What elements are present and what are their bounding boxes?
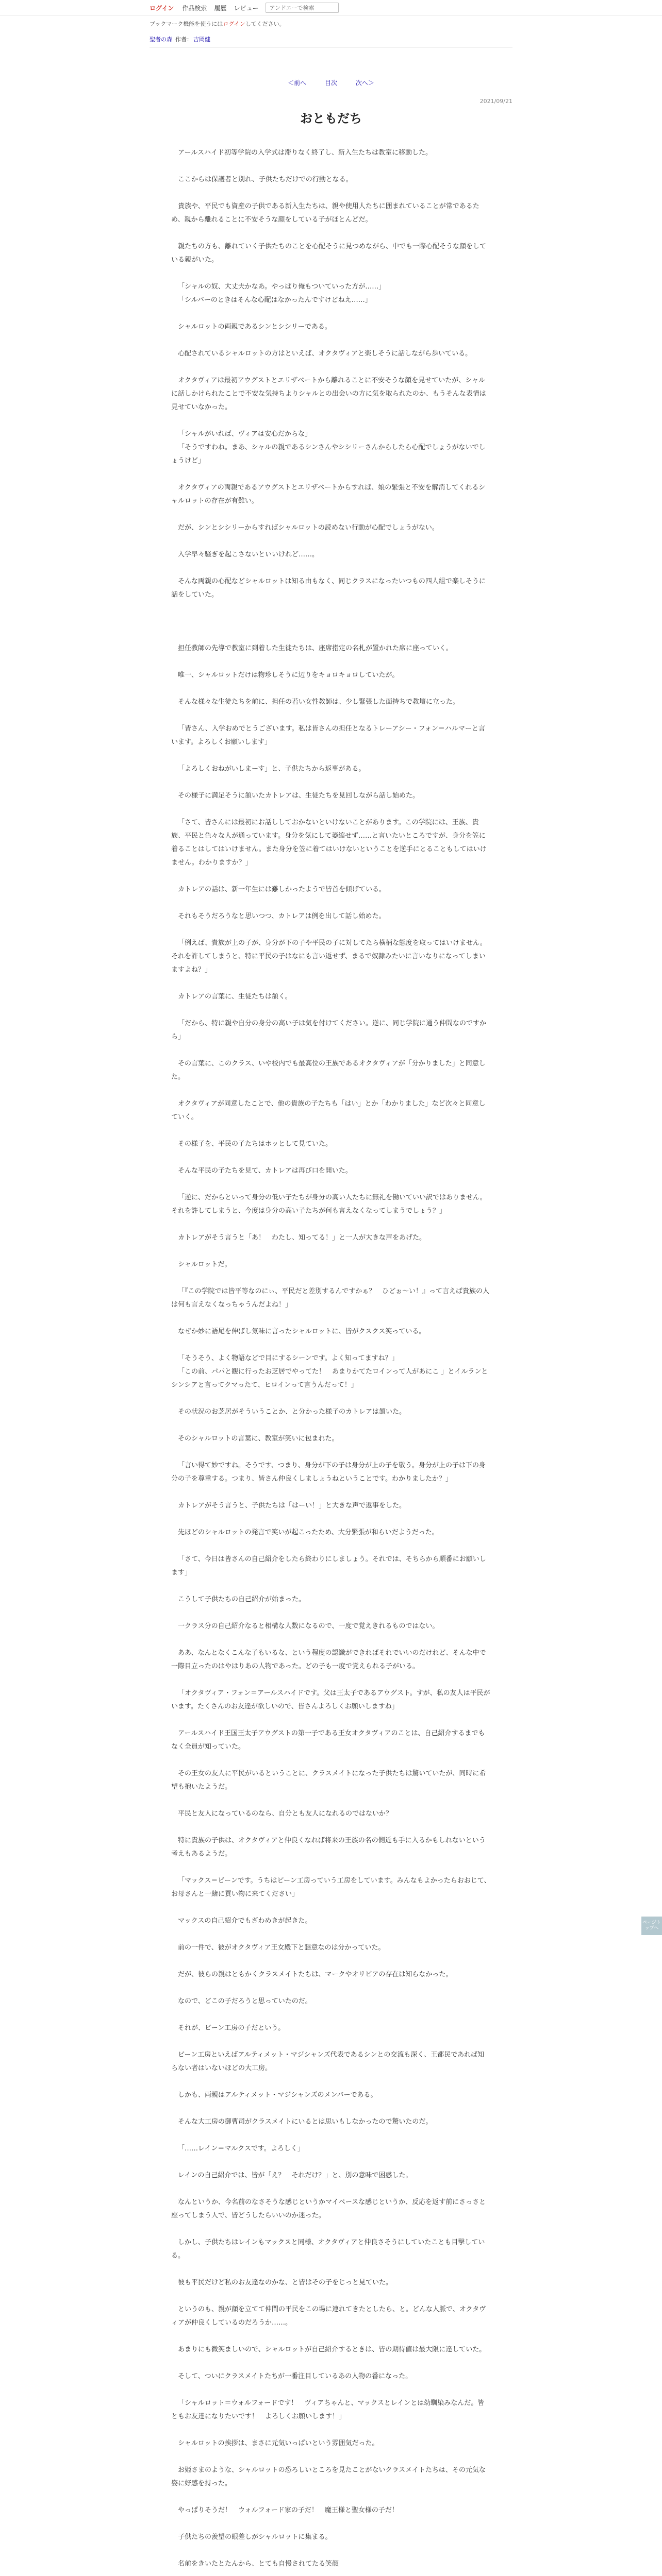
- body-paragraph: やっぱりそうだ！ ウォルフォード家の子だ！ 魔王様と聖女様の子だ！: [178, 2506, 399, 2514]
- body-paragraph: 「シャルロット＝ウォルフォードです！ ヴィアちゃんと、マックスとレインとは幼馴染みなんだ。皆ともお友達になりたいです！ よろしくお願いします！」: [171, 2399, 485, 2420]
- next-episode-link[interactable]: 次へ＞: [355, 79, 374, 87]
- body-paragraph: [171, 2223, 491, 2236]
- body-paragraph: そんな様々な生徒たちを前に、担任の若い女性教師は、少し緊張した面持ちで教壇に立った。: [178, 698, 459, 706]
- body-paragraph: [171, 468, 491, 481]
- site-header: [0, 0, 662, 16]
- body-paragraph: 「よろしくおねがいしまーす」と、子供たちから返事がある。: [178, 765, 366, 773]
- body-paragraph: [171, 1714, 491, 1727]
- body-paragraph: シャルロットの挨拶は、まさに元気いっぱいという雰囲気だった。: [178, 2439, 379, 2447]
- body-paragraph: [171, 602, 491, 615]
- body-paragraph: [171, 1673, 491, 1687]
- body-paragraph: [171, 2102, 491, 2115]
- body-paragraph: [171, 2383, 491, 2397]
- body-paragraph: シャルロットだ。: [178, 1261, 231, 1268]
- body-paragraph: [171, 1754, 491, 1767]
- body-paragraph: そして、ついにクラスメイトたちが一番注目しているあの人物の番になった。: [178, 2372, 412, 2380]
- body-paragraph: カトレアの話は、新一年生には難しかったようで皆首を傾げている。: [178, 886, 386, 893]
- body-paragraph: カトレアがそう言うと「あ！ わたし、知ってる！」と一人が大きな声をあげた。: [178, 1234, 426, 1242]
- body-paragraph: [171, 615, 491, 629]
- body-paragraph: なので、どこの子だろうと思っていたのだ。: [178, 1997, 312, 2005]
- search-input[interactable]: [266, 3, 339, 13]
- body-paragraph: [171, 535, 491, 548]
- body-paragraph: 「そうですわね。まあ、シャルの親であるシンさんやシシリーさんからしたら心配でしょうがないでしょうけど」: [171, 444, 486, 465]
- body-paragraph: 先ほどのシャルロットの発言で笑いが起こったため、大分緊張が和らいだようだった。: [178, 1529, 439, 1536]
- body-paragraph: [171, 2357, 491, 2370]
- body-paragraph: 「例えば、貴族が上の子が、身分が下の子や平民の子に対してたら横柄な態度を取ってはいけません。それを許してしまうと、特に平民の子はなにも言い返せず、まるで奴隷みたいに言いなりになってしまいますよね？」: [171, 939, 487, 974]
- body-paragraph: ここからは保護者と別れ、子供たちだけでの行動となる。: [178, 176, 353, 183]
- body-paragraph: [171, 1580, 491, 1593]
- body-paragraph: だが、シンとシシリーからすればシャルロットの読めない行動が心配でしょうがない。: [178, 524, 439, 532]
- bookmark-notice: [150, 20, 285, 28]
- body-paragraph: [171, 2330, 491, 2343]
- body-paragraph: だが、彼らの親はともかくクラスメイトたちは、マークやオリビアの存在は知らなかった。: [178, 1971, 453, 1978]
- body-paragraph: [171, 1178, 491, 1191]
- body-paragraph: [171, 1633, 491, 1647]
- body-paragraph: [171, 1821, 491, 1834]
- body-paragraph: その様子に満足そうに頷いたカトレアは、生徒たちを見回しながら話し始めた。: [178, 792, 420, 800]
- body-paragraph: [171, 1004, 491, 1017]
- body-paragraph: シャルロットの両親であるシンとシシリーである。: [178, 323, 332, 331]
- body-paragraph: カトレアがそう言うと、子供たちは「はーい！」と大きな声で返事をした。: [178, 1502, 406, 1510]
- body-paragraph: 担任教師の先導で教室に到着した生徒たちは、座席指定の名札が置かれた席に座っていく。: [178, 645, 453, 652]
- body-paragraph: [171, 709, 491, 722]
- body-paragraph: というのも、親が顔を立てて仲間の平民をこの場に連れてきたとしたら、と。どんな人脈で、オクタヴィアが仲良くしているのだろうか……。: [171, 2306, 486, 2327]
- body-paragraph: [171, 2450, 491, 2464]
- body-paragraph: [171, 2571, 491, 2576]
- body-paragraph: 「だから、特に親や自分の身分の高い子は気を付けてください。逆に、同じ学院に通う仲間なのですから」: [171, 1020, 487, 1041]
- body-paragraph: [171, 1272, 491, 1285]
- body-paragraph: カトレアの言葉に、生徒たちは頷く。: [178, 993, 292, 1001]
- body-paragraph: [171, 2290, 491, 2303]
- body-paragraph: [171, 2544, 491, 2557]
- body-paragraph: [171, 1981, 491, 1995]
- body-paragraph: [171, 508, 491, 521]
- body-paragraph: [171, 562, 491, 575]
- body-paragraph: オクタヴィアが同意したことで、他の貴族の子たちも「はい」とか「わかりました」など次々と同意していく。: [171, 1100, 486, 1121]
- body-paragraph: 「皆さん、入学おめでとうございます。私は皆さんの担任となるトレーアシー・フォン＝ハルマーと言います。よろしくお願いします」: [171, 725, 485, 746]
- body-paragraph: [171, 923, 491, 937]
- body-paragraph: 「シャルがいれば、ヴィアは安心だからな」: [178, 430, 311, 438]
- body-paragraph: マックスの自己紹介でもざわめきが起きた。: [178, 1917, 312, 1925]
- body-paragraph: [171, 1245, 491, 1258]
- body-paragraph: 特に貴族の子供は、オクタヴィアと仲良くなれば将来の王族の名の側近も手に入るかもしれないという考えもあるようだ。: [171, 1837, 486, 1858]
- body-paragraph: 貴族や、平民でも資産の子供である新入生たちは、親や使用人たちに囲まれていることが常であるため、親から離れることに不安そうな顔をしている子がほとんどだ。: [171, 202, 479, 224]
- body-paragraph: [171, 682, 491, 696]
- header-inner: [150, 0, 339, 15]
- body-paragraph: しかし、子供たちはレインもマックスと同様、オクタヴィアと仲良さそうにしていたことも目撃している。: [171, 2239, 485, 2260]
- body-paragraph: [171, 2008, 491, 2022]
- body-paragraph: [171, 1539, 491, 1553]
- body-paragraph: [171, 2263, 491, 2276]
- notice-login-link[interactable]: ログイン: [223, 21, 245, 27]
- body-paragraph: [171, 307, 491, 320]
- body-paragraph: [171, 361, 491, 374]
- body-paragraph: 親たちの方も、離れていく子供たちのことを心配そうに見つめながら、中でも一際心配そうな顔をしている親がいた。: [171, 243, 487, 264]
- body-paragraph: アールスハイド初等学院の入学式は滞りなく終了し、新入生たちは教室に移動した。: [178, 149, 432, 157]
- body-paragraph: それもそうだろうなと思いつつ、カトレアは例を出して話し始めた。: [178, 912, 386, 920]
- body-paragraph: [171, 2424, 491, 2437]
- chapter-title: おともだち: [300, 111, 362, 126]
- body-paragraph: お姫さまのような、シャルロットの恐ろしいところを見たことがないクラスメイトたちは、その元気な姿に好感を持った。: [171, 2466, 486, 2487]
- body-paragraph: その王女の友人に平民がいるということに、クラスメイトになった子供たちは驚いていたが、同時に希望も抱いたようだ。: [171, 1770, 486, 1791]
- nav-history[interactable]: 履歴: [214, 4, 227, 12]
- body-paragraph: そんな両親の心配などシャルロットは知る由もなく、同じクラスになったいつもの四人組で楽しそうに話をしていた。: [171, 578, 486, 599]
- body-paragraph: [171, 1955, 491, 1968]
- body-paragraph: オクタヴィアの両親であるアウグストとエリザベートからすれば、娘の緊張と不安を解消してくれるシャルロットの存在が有難い。: [171, 484, 486, 505]
- body-paragraph: ああ、なんとなくこんな子もいるな、という程度の認識ができればそれでいいのだけれど、そんな中で一際目立ったのはやはりあの人物であった。どの子も一度で覚えられる子がいる。: [171, 1649, 486, 1670]
- body-paragraph: [171, 776, 491, 789]
- body-paragraph: [171, 1338, 491, 1352]
- body-paragraph: [171, 1419, 491, 1432]
- body-paragraph: [171, 187, 491, 200]
- body-paragraph: [171, 1861, 491, 1874]
- body-paragraph: ビーン工房といえばアルティメット・マジシャンズ代表であるシンとの交流も深く、王都民であれば知らない者はいないほどの大工房。: [171, 2051, 485, 2072]
- body-paragraph: [171, 267, 491, 280]
- body-paragraph: 「逆に、だからといって身分の低い子たちが身分の高い人たちに無礼を働いていい訳ではありません。それを許してしまうと、今度は身分の高い子たちが何も言えなくなってしまうでしょう？」: [171, 1194, 487, 1215]
- body-paragraph: オクタヴィアは最初アウグストとエリザベートから離れることに不安そうな顔を見せていたが、シャルに話しかけられたことで不安な気持ちよりシャルとの出会いの方に気を取られたのか、もうそんな表情は見せていなかった。: [171, 377, 486, 411]
- body-paragraph: [171, 1486, 491, 1499]
- body-paragraph: [171, 1151, 491, 1164]
- body-paragraph: [171, 2035, 491, 2048]
- nav-search[interactable]: 作品検索: [182, 4, 207, 12]
- body-paragraph: [171, 1124, 491, 1138]
- body-paragraph: 「シャルの奴、大丈夫かなあ。やっぱり俺もついていった方が……」: [178, 283, 386, 291]
- body-paragraph: あまりにも微笑ましいので、シャルロットが自己紹介するときは、皆の期待値は最大限に達していた。: [178, 2346, 486, 2353]
- body-paragraph: [171, 1084, 491, 1097]
- body-paragraph: 唯一、シャルロットだけは物珍しそうに辺りをキョロキョロしていたが。: [178, 671, 399, 679]
- body-paragraph: そのシャルロットの言葉に、教室が笑いに包まれた。: [178, 1435, 339, 1443]
- divider: [150, 47, 512, 48]
- body-paragraph: それが、ビーン工房の子だという。: [178, 2024, 285, 2032]
- body-paragraph: [171, 803, 491, 816]
- body-paragraph: [171, 749, 491, 762]
- body-paragraph: 「言い得て妙ですね。そうです、つまり、身分が下の子は身分が上の子を敬う。身分が上の子は下の身分の子を尊重する。つまり、皆さん仲良くしましょうねということです。わかりましたか？」: [171, 1462, 486, 1483]
- body-paragraph: [171, 334, 491, 347]
- toc-link[interactable]: 目次: [324, 79, 337, 87]
- nav-review[interactable]: レビュー: [234, 4, 259, 12]
- body-paragraph: [171, 1901, 491, 1914]
- body-paragraph: [171, 1218, 491, 1231]
- author-label: 作者：: [175, 36, 192, 43]
- body-paragraph: [171, 2182, 491, 2196]
- body-paragraph: 心配されているシャルロットの方はといえば、オクタヴィアと楽しそうに話しながら歩いている。: [178, 350, 472, 358]
- body-paragraph: [171, 896, 491, 910]
- body-paragraph: 子供たちの羨望の眼差しがシャルロットに集まる。: [178, 2533, 332, 2541]
- body-paragraph: 「オクタヴィア・フォン＝アールスハイドです。父は王太子であるアウグスト。すが、私の友人は平民がいます。たくさんのお友達が欲しいので、皆さんよろしくお願いしますね」: [171, 1689, 490, 1710]
- body-paragraph: 平民と友人になっているのなら、自分とも友人になれるのではないか？: [178, 1810, 393, 1818]
- body-paragraph: [171, 2075, 491, 2089]
- body-paragraph: [171, 227, 491, 240]
- body-paragraph: 「『この学院では皆平等なのにぃ、平民だと差別するんですかぁ？ ひどぉ～い！』って言えば貴族の人は何も言えなくなっちゃうんだよね！」: [171, 1287, 489, 1309]
- body-paragraph: [171, 1392, 491, 1405]
- body-paragraph: 一クラス分の自己紹介なると相構な人数になるので、一度で覚えきれるものではない。: [178, 1622, 439, 1630]
- login-link[interactable]: ログイン: [150, 4, 174, 12]
- body-paragraph: 「そうそう、よく物語などで目にするシーンです。よく知ってますね？」: [178, 1354, 399, 1362]
- body-paragraph: [171, 1606, 491, 1620]
- body-paragraph: [171, 1513, 491, 1526]
- body-paragraph: 名前をきいたとたんから、とても自慢されてたる笑顔: [178, 2560, 339, 2568]
- body-paragraph: [171, 1928, 491, 1941]
- body-paragraph: レインの自己紹介では、皆が「え？ それだけ？」と、別の意味で困惑した。: [178, 2172, 412, 2179]
- body-paragraph: 入学早々騒ぎを起こさないといいけれど……。: [178, 551, 319, 558]
- body-paragraph: なぜか妙に語尾を伸ばし気味に言ったシャルロットに、皆がクスクス笑っている。: [178, 1328, 426, 1335]
- page-top-button[interactable]: ページトップへ: [641, 1917, 662, 1935]
- breadcrumb: [150, 34, 213, 44]
- body-paragraph: しかも、両親はアルティメット・マジシャンズのメンバーである。: [178, 2091, 377, 2099]
- body-paragraph: [171, 160, 491, 173]
- body-paragraph: [171, 1446, 491, 1459]
- author-link[interactable]: 吉岡健: [193, 36, 210, 43]
- body-paragraph: その言葉に、このクラス、いや校内でも最高位の王族であるオクタヴィアが「分かりました」と同意した。: [171, 1060, 486, 1081]
- notice-prefix: ブックマーク機能を使うには: [150, 21, 223, 27]
- prev-episode-link[interactable]: ＜前へ: [288, 79, 307, 87]
- body-paragraph: 「シルバーのときはそんな心配はなかったんですけどねえ……」: [178, 296, 372, 304]
- body-paragraph: [171, 870, 491, 883]
- body-paragraph: 「さて、皆さんには最初にお話ししておかないといけないことがあります。この学院には、王族、貴族、平民と色々な人が通っています。身分を気にして萎縮せず……と言いたいところですが、身分を笠に着ることはしてはいけません。また身分を笠に着てはいけないということを逆手にとることもしてはいけません。わかりますか？」: [171, 819, 487, 867]
- body-paragraph: [171, 1312, 491, 1325]
- body-paragraph: [171, 2490, 491, 2504]
- body-paragraph: 「さて、今日は皆さんの自己紹介をしたら終わりにしましょう。それでは、そちらから順番にお願いします」: [171, 1555, 486, 1577]
- novel-body: [171, 146, 491, 2576]
- body-paragraph: [171, 2129, 491, 2142]
- body-paragraph: そんな平民の子たちを見て、カトレアは再び口を開いた。: [178, 1167, 352, 1175]
- notice-suffix: してください。: [245, 21, 285, 27]
- body-paragraph: その様子を、平民の子たちはホッとして見ていた。: [178, 1140, 333, 1148]
- body-paragraph: [171, 977, 491, 990]
- body-paragraph: 「マックス＝ビーンです。うちはビーン工房っていう工房をしています。みんなもよかったらおおじて、お母さんと一緒に買い物に来てください」: [171, 1877, 491, 1898]
- body-paragraph: その状況のお芝居がそういうことか、と分かった様子のカトレアは頷いた。: [178, 1408, 406, 1416]
- body-paragraph: [171, 2156, 491, 2169]
- body-paragraph: 「この前、パパと観に行ったお芝居でやってた！ あまりかてたロインって人があにこ 」とイルランとシンシアと言ってクマったて、ヒロインって言うんだって！」: [171, 1368, 488, 1389]
- body-paragraph: 彼も平民だけど私のお友達なのかな、と皆はその子をじっと見ていた。: [178, 2279, 393, 2286]
- body-paragraph: そんな大工房の御曹司がクラスメイトにいるとは思いもしなかったので驚いたのだ。: [178, 2118, 433, 2126]
- body-paragraph: [171, 629, 491, 642]
- body-paragraph: こうして子供たちの自己紹介が始まった。: [178, 1596, 306, 1603]
- body-paragraph: 「……レイン＝マルクスです。よろしく」: [178, 2145, 304, 2153]
- work-title-link[interactable]: 聖者の森: [150, 36, 172, 43]
- post-date: 2021/09/21: [479, 98, 512, 105]
- body-paragraph: [171, 1794, 491, 1807]
- episode-nav: [0, 78, 662, 87]
- body-paragraph: [171, 2517, 491, 2531]
- body-paragraph: なんというか、今名前のなさそうな感じというかマイペースな感じというか、反応を返す前にさっさと座ってしまう人で、皆どうしたらいいのか迷った。: [171, 2198, 486, 2219]
- body-paragraph: [171, 1044, 491, 1057]
- body-paragraph: 前の一件で、彼がオクタヴィア王女殿下と懇意なのは分かっていた。: [178, 1944, 385, 1952]
- body-paragraph: アールスハイド王国王太子アウグストの第一子である王女オクタヴィアのことは、自己紹介するまでもなく全員が知っていた。: [171, 1730, 485, 1751]
- body-paragraph: [171, 414, 491, 428]
- body-paragraph: [171, 655, 491, 669]
